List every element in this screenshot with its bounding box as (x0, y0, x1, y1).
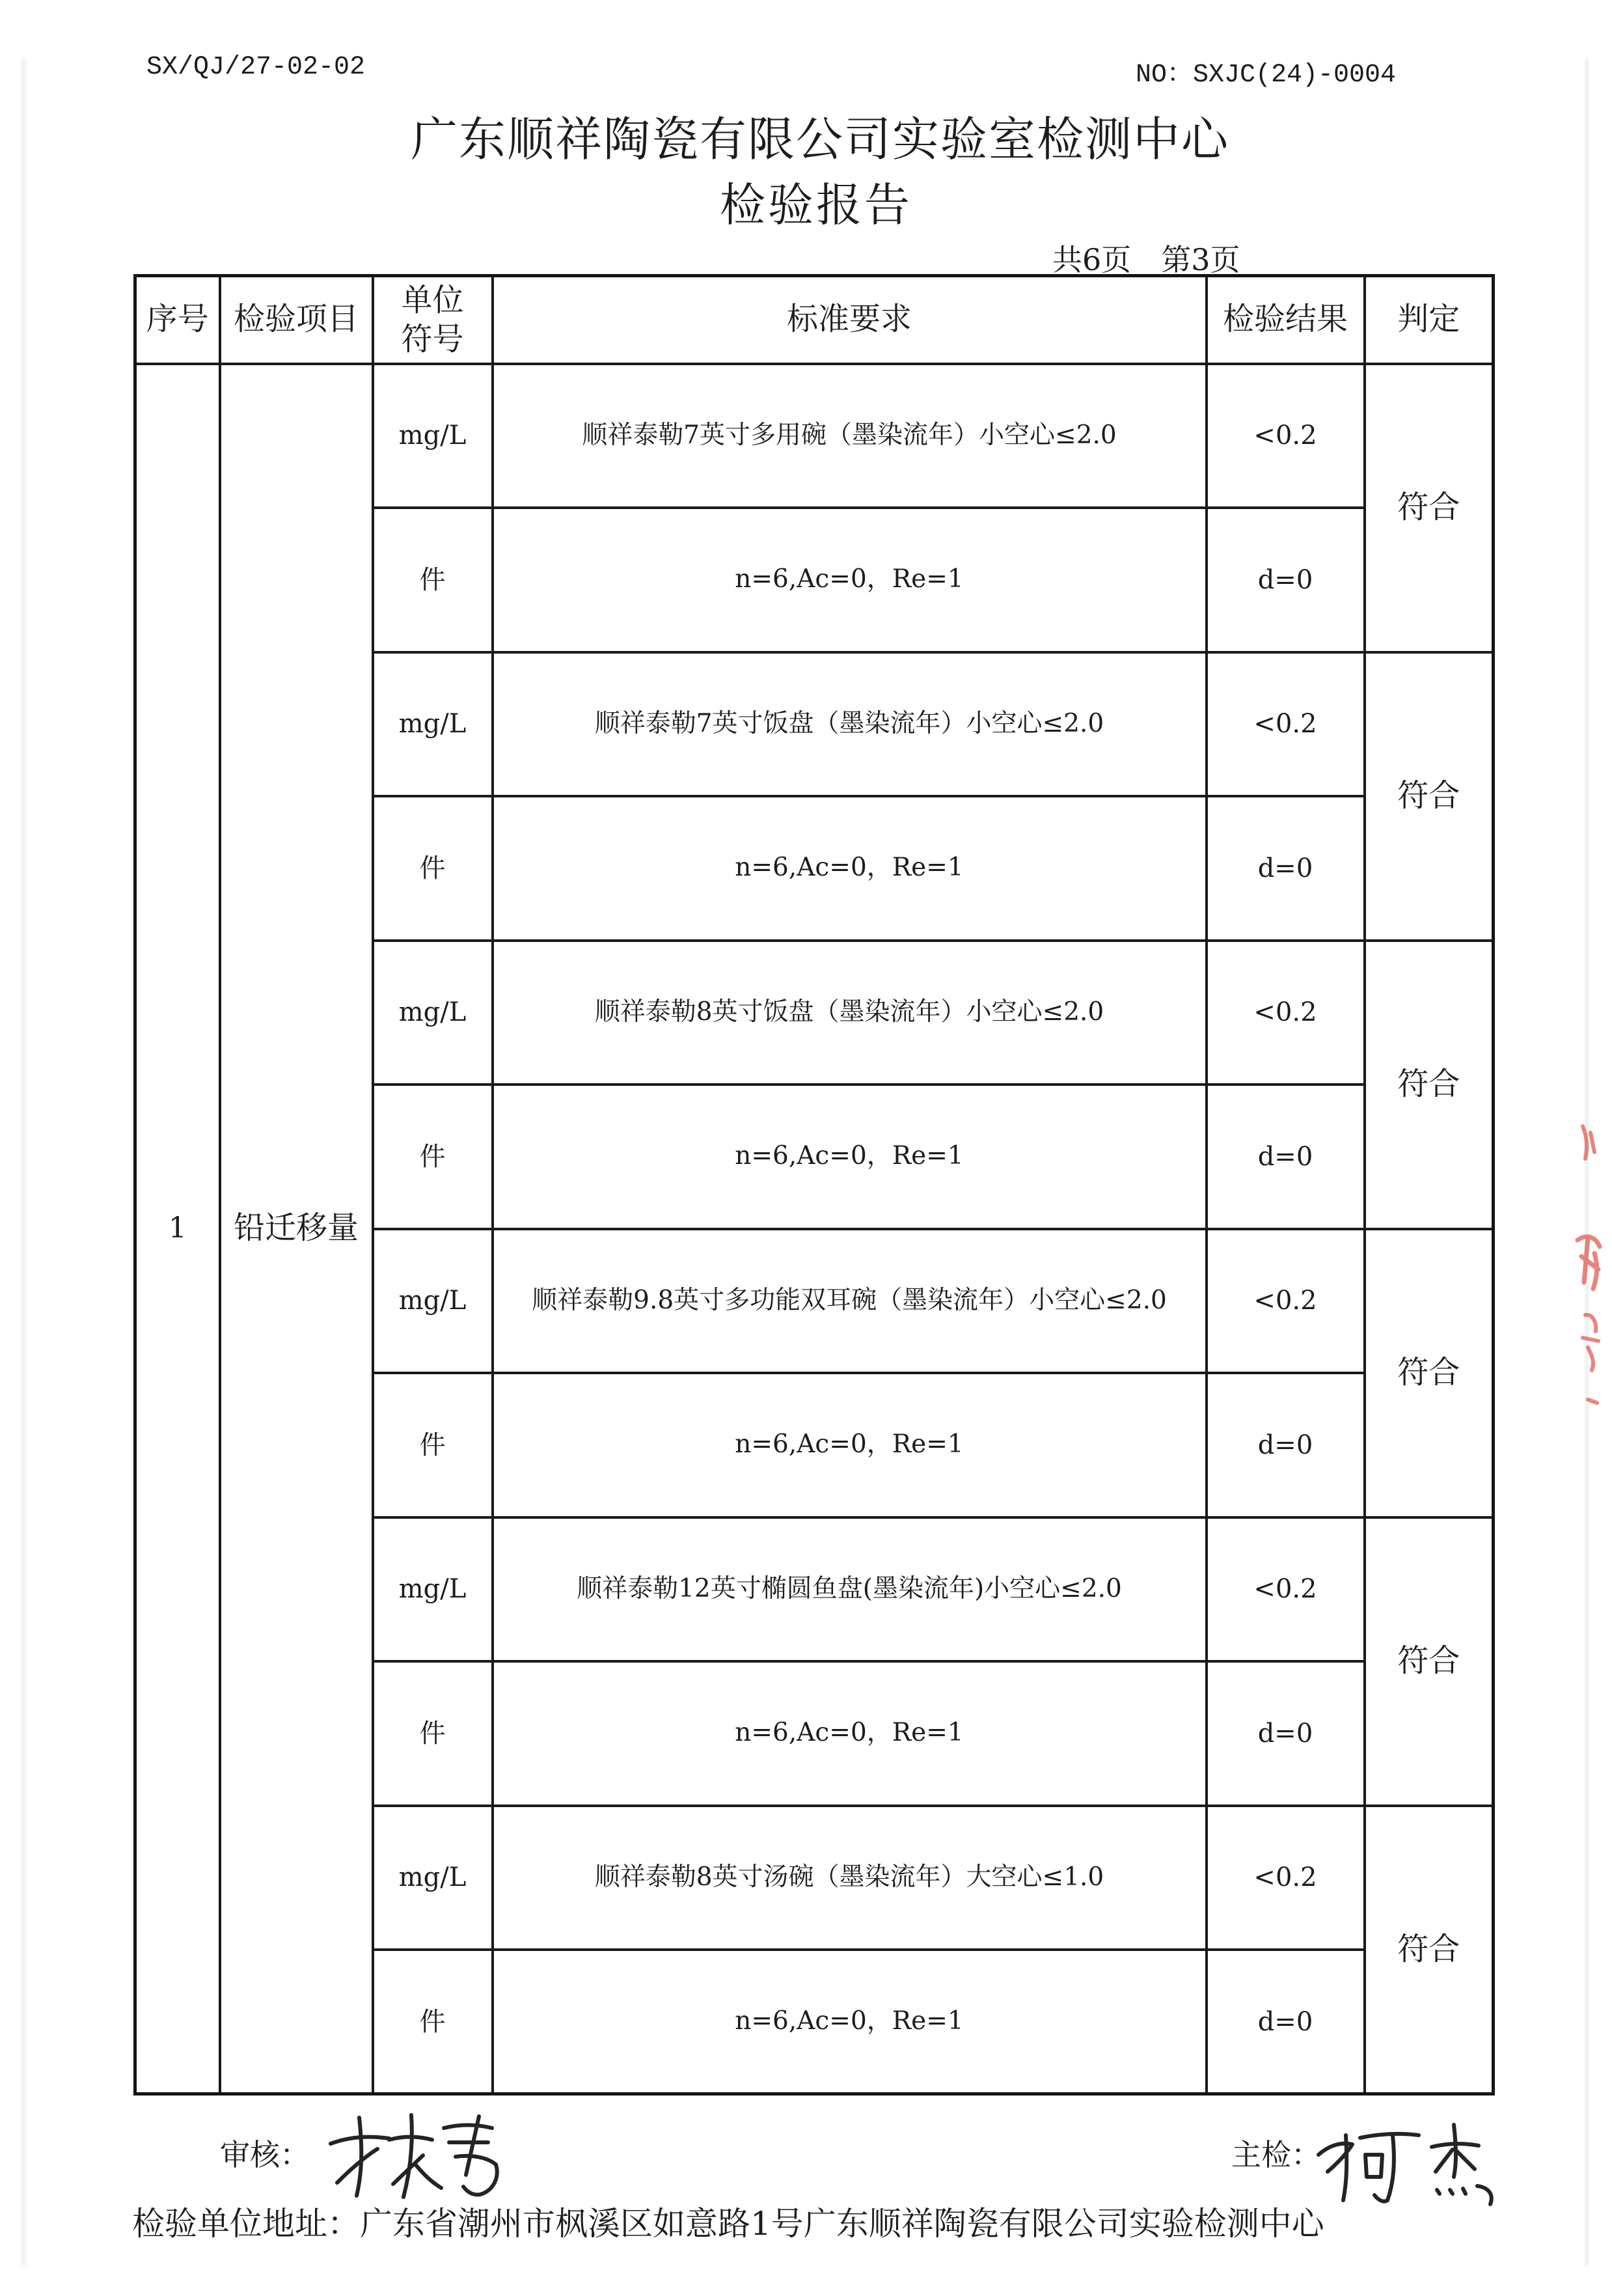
result-cell: <0.2 (1207, 1517, 1365, 1662)
reviewer-signature (325, 2106, 514, 2204)
unit-cell: mg/L (373, 652, 493, 797)
result-cell: d=0 (1207, 1950, 1365, 2094)
standard-cell: 顺祥泰勒8英寸汤碗（墨染流年）大空心≤1.0 (493, 1806, 1207, 1950)
result-cell: d=0 (1207, 1373, 1365, 1517)
verdict-cell: 符合 (1365, 1517, 1494, 1806)
header-seq: 序号 (135, 276, 220, 364)
standard-cell: n=6,Ac=0，Re=1 (493, 1661, 1207, 1806)
unit-cell: 件 (373, 1661, 493, 1806)
result-cell: <0.2 (1207, 364, 1365, 508)
standard-cell: 顺祥泰勒9.8英寸多功能双耳碗（墨染流年）小空心≤2.0 (493, 1229, 1207, 1374)
verdict-cell: 符合 (1365, 652, 1494, 941)
standard-cell: n=6,Ac=0，Re=1 (493, 1373, 1207, 1517)
verdict-cell: 符合 (1365, 1806, 1494, 2094)
header-standard: 标准要求 (493, 276, 1207, 364)
result-cell: d=0 (1207, 796, 1365, 941)
standard-cell: n=6,Ac=0，Re=1 (493, 508, 1207, 652)
standard-cell: n=6,Ac=0，Re=1 (493, 796, 1207, 941)
lab-address: 检验单位地址：广东省潮州市枫溪区如意路1号广东顺祥陶瓷有限公司实验检测中心 (132, 2205, 1324, 2243)
report-title: 检验报告 (720, 178, 912, 232)
standard-cell: n=6,Ac=0，Re=1 (493, 1085, 1207, 1229)
report-number: NO：SXJC(24)-0004 (1136, 61, 1397, 90)
header-result: 检验结果 (1207, 276, 1365, 364)
organization-title: 广东顺祥陶瓷有限公司实验室检测中心 (410, 112, 1229, 167)
result-cell: d=0 (1207, 1661, 1365, 1806)
document-code: SX/QJ/27-02-02 (146, 53, 366, 82)
table-row (135, 364, 1494, 508)
result-cell: <0.2 (1207, 941, 1365, 1085)
reviewer-label: 审核： (220, 2137, 310, 2172)
header-unit (373, 276, 493, 364)
unit-cell: 件 (373, 1373, 493, 1517)
scan-edge-left (22, 59, 25, 2265)
inspection-table (133, 274, 1495, 2095)
standard-cell: n=6,Ac=0，Re=1 (493, 1950, 1207, 2094)
page-indicator: 共6页 第3页 (1052, 242, 1240, 277)
unit-cell: mg/L (373, 1806, 493, 1950)
verdict-cell: 符合 (1365, 1229, 1494, 1517)
result-cell: <0.2 (1207, 1229, 1365, 1374)
header-unit-line2: 符号 (401, 321, 464, 358)
verdict-cell: 符合 (1365, 941, 1494, 1229)
standard-cell: 顺祥泰勒8英寸饭盘（墨染流年）小空心≤2.0 (493, 941, 1207, 1085)
standard-cell: 顺祥泰勒12英寸椭圆鱼盘(墨染流年)小空心≤2.0 (493, 1517, 1207, 1662)
table-header-row (135, 276, 1494, 364)
header-verdict: 判定 (1365, 276, 1494, 364)
standard-cell: 顺祥泰勒7英寸饭盘（墨染流年）小空心≤2.0 (493, 652, 1207, 797)
result-cell: d=0 (1207, 508, 1365, 652)
unit-cell: mg/L (373, 1229, 493, 1374)
inspector-signature (1315, 2109, 1500, 2207)
item-cell: 铅迁移量 (220, 364, 373, 2094)
result-cell: <0.2 (1207, 1806, 1365, 1950)
header-unit-line1: 单位 (401, 282, 464, 319)
standard-cell: 顺祥泰勒7英寸多用碗（墨染流年）小空心≤2.0 (493, 364, 1207, 508)
seq-cell: 1 (135, 364, 220, 2094)
seal-stamp-edge (1568, 1107, 1607, 1419)
unit-cell: 件 (373, 508, 493, 652)
header-item: 检验项目 (220, 276, 373, 364)
unit-cell: 件 (373, 1085, 493, 1229)
inspector-label: 主检： (1231, 2137, 1321, 2172)
unit-cell: 件 (373, 796, 493, 941)
unit-cell: mg/L (373, 1517, 493, 1662)
verdict-cell: 符合 (1365, 364, 1494, 652)
result-cell: <0.2 (1207, 652, 1365, 797)
unit-cell: mg/L (373, 941, 493, 1085)
unit-cell: 件 (373, 1950, 493, 2094)
result-cell: d=0 (1207, 1085, 1365, 1229)
unit-cell: mg/L (373, 364, 493, 508)
